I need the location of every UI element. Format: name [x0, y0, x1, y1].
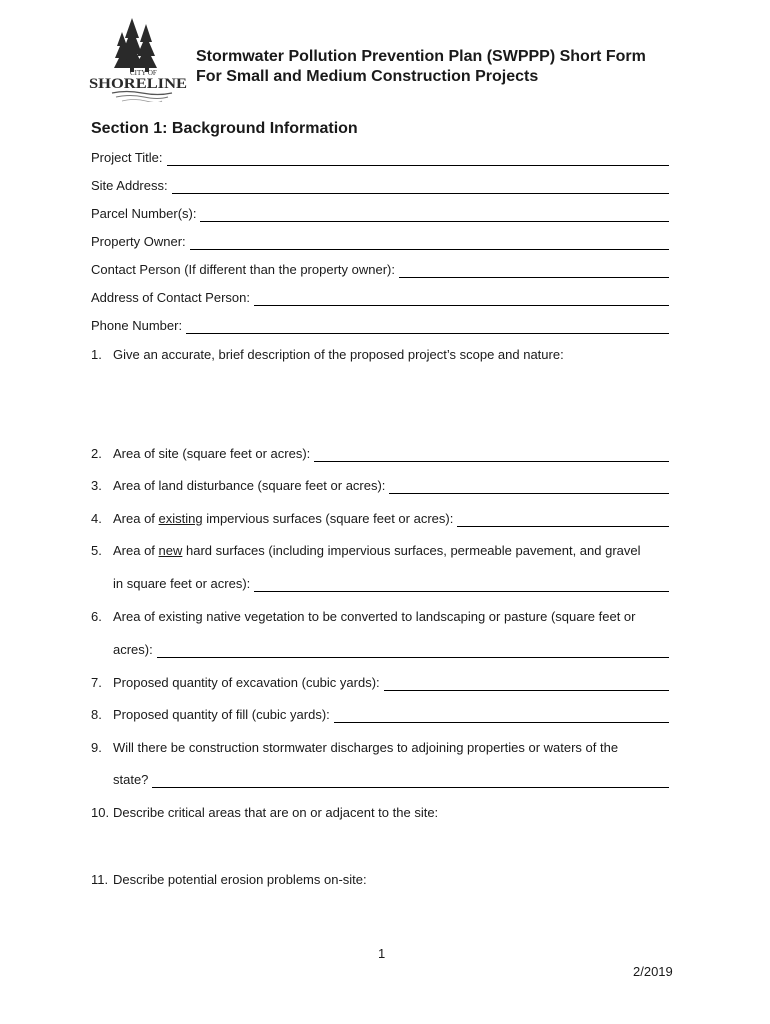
svg-text:CITY OF: CITY OF	[130, 69, 157, 77]
contact-person-input[interactable]	[399, 265, 669, 278]
field-label: Site Address:	[91, 178, 168, 193]
document-date: 2/2019	[633, 964, 673, 979]
question-6	[91, 609, 681, 625]
field-label: Contact Person (If different than the property owner):	[91, 262, 395, 277]
question-5-continuation	[113, 576, 669, 592]
project-title-input[interactable]	[167, 153, 669, 166]
question-text: Proposed quantity of excavation (cubic yards):	[113, 675, 380, 690]
field-label: Property Owner:	[91, 234, 186, 249]
parcel-number-input[interactable]	[200, 209, 669, 222]
question-number: 2.	[91, 446, 102, 461]
question-10	[91, 805, 681, 821]
question-text: Will there be construction stormwater discharges to adjoining properties or waters of the	[113, 740, 619, 755]
section-1-heading: Section 1: Background Information	[91, 120, 358, 137]
question-6-continuation	[113, 642, 669, 658]
fill-quantity-input[interactable]	[334, 710, 669, 723]
question-number: 1.	[91, 347, 102, 362]
excavation-quantity-input[interactable]	[384, 678, 669, 691]
existing-impervious-input[interactable]	[457, 514, 669, 527]
field-label: Address of Contact Person:	[91, 290, 250, 305]
land-disturbance-input[interactable]	[389, 481, 669, 494]
project-title-field	[91, 150, 669, 166]
question-11	[91, 872, 681, 888]
question-5	[91, 543, 681, 559]
question-text-post: impervious surfaces (square feet or acres):	[202, 511, 454, 526]
site-address-input[interactable]	[172, 181, 669, 194]
question-text-cont: state?	[113, 772, 149, 787]
field-label: Phone Number:	[91, 318, 183, 333]
property-owner-field	[91, 234, 669, 250]
question-text: Describe potential erosion problems on-site:	[113, 872, 367, 887]
stormwater-discharge-input[interactable]	[152, 775, 669, 788]
question-number: 8.	[91, 707, 102, 722]
question-text-pre: Area of	[113, 543, 159, 558]
site-area-input[interactable]	[314, 449, 669, 462]
question-8	[91, 707, 681, 723]
contact-address-input[interactable]	[254, 293, 669, 306]
field-label: Project Title:	[91, 150, 163, 165]
question-text: Give an accurate, brief description of the proposed project’s scope and nature:	[113, 347, 564, 362]
document-title	[196, 47, 646, 87]
title-line-1: Stormwater Pollution Prevention Plan (SWPPP) Short Form	[196, 48, 646, 65]
question-text: Area of existing native vegetation to be converted to landscaping or pasture (square feet or	[113, 609, 636, 624]
contact-address-field	[91, 290, 669, 306]
question-9	[91, 740, 681, 756]
question-number: 4.	[91, 511, 102, 526]
question-text	[113, 511, 457, 527]
question-text-post: hard surfaces (including impervious surfaces, permeable pavement, and gravel	[182, 543, 641, 558]
question-text-cont: acres):	[113, 642, 153, 657]
question-text-emphasis: new	[158, 543, 183, 558]
question-text: Area of land disturbance (square feet or acres):	[113, 478, 386, 493]
question-number: 9.	[91, 740, 102, 755]
field-label: Parcel Number(s):	[91, 206, 197, 221]
question-number: 10.	[91, 805, 110, 820]
title-line-2: For Small and Medium Construction Projects	[196, 68, 539, 85]
question-text-emphasis: existing	[158, 511, 203, 526]
question-4	[91, 511, 681, 527]
tree-logo-icon	[86, 16, 190, 102]
question-7	[91, 675, 681, 691]
property-owner-input[interactable]	[190, 237, 669, 250]
question-3	[91, 478, 681, 494]
question-1	[91, 347, 681, 363]
question-number: 3.	[91, 478, 102, 493]
question-text: Area of site (square feet or acres):	[113, 446, 311, 461]
question-text: Describe critical areas that are on or adjacent to the site:	[113, 805, 439, 820]
phone-number-input[interactable]	[186, 321, 669, 334]
question-text: Proposed quantity of fill (cubic yards):	[113, 707, 330, 722]
phone-number-field	[91, 318, 669, 334]
question-text-cont: in square feet or acres):	[113, 576, 251, 591]
city-of-shoreline-logo	[86, 16, 190, 102]
contact-person-field	[91, 262, 669, 278]
site-address-field	[91, 178, 669, 194]
question-number: 6.	[91, 609, 102, 624]
page-number: 1	[378, 946, 386, 961]
question-number: 7.	[91, 675, 102, 690]
question-2	[91, 446, 681, 462]
question-number: 11.	[91, 872, 109, 887]
question-9-continuation	[113, 772, 669, 788]
question-number: 5.	[91, 543, 102, 558]
new-hard-surfaces-input[interactable]	[254, 579, 669, 592]
native-vegetation-input[interactable]	[157, 645, 669, 658]
svg-text:SHORELINE: SHORELINE	[89, 76, 187, 92]
question-text-pre: Area of	[113, 511, 159, 526]
parcel-number-field	[91, 206, 669, 222]
